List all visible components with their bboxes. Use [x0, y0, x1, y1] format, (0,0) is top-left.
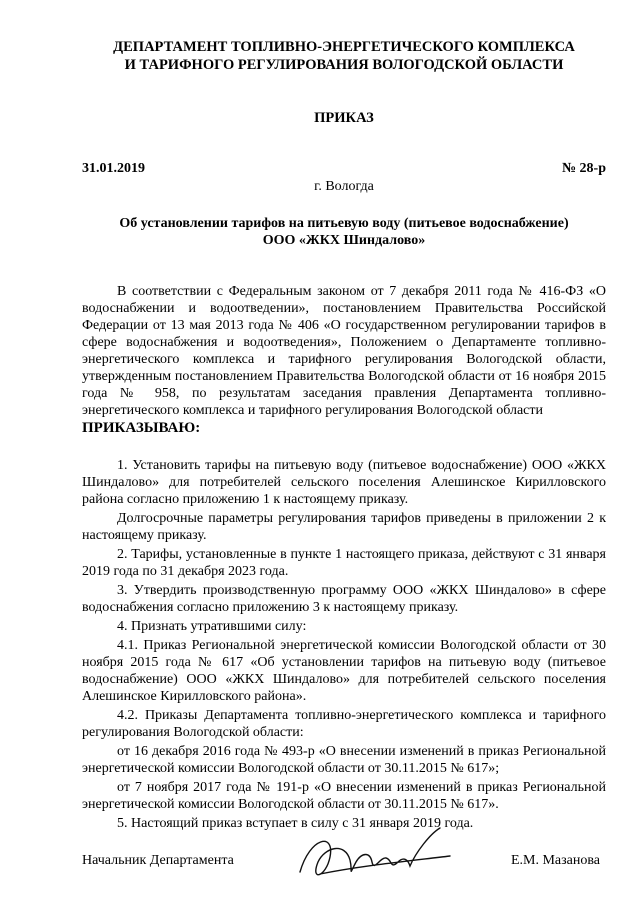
order-date: 31.01.2019 [82, 161, 145, 176]
order-items [82, 457, 606, 832]
decree-heading: ПРИКАЗЫВАЮ: [82, 420, 201, 436]
order-item: 4.1. Приказ Региональной энергетической комиссии Вологодской области от 30 ноября 2015 года № 617 «Об установлении тарифов на питьевую воду (питьевое водоснабжение) ООО «ЖКХ Шиндалово» для потребителей сельского поселения Алешинское Кирилловского района». [82, 638, 606, 704]
order-item: 2. Тарифы, установленные в пункте 1 настоящего приказа, действуют с 31 января 2019 года по 31 декабря 2023 года. [82, 547, 606, 579]
subject-line-2: ООО «ЖКХ Шиндалово» [262, 233, 426, 248]
order-subject [82, 215, 606, 249]
signature-row [82, 852, 600, 869]
order-item: 3. Утвердить производственную программу ООО «ЖКХ Шиндалово» в сфере водоснабжения согласно приложению 3 к настоящему приказу. [82, 583, 606, 615]
header-line-2: И ТАРИФНОГО РЕГУЛИРОВАНИЯ ВОЛОГОДСКОЙ ОБЛАСТИ [124, 57, 564, 73]
signatory-name: Е.М. Мазанова [510, 853, 600, 868]
order-item: 5. Настоящий приказ вступает в силу с 31 января 2019 года. [117, 816, 474, 831]
header-line-1: ДЕПАРТАМЕНТ ТОПЛИВНО-ЭНЕРГЕТИЧЕСКОГО КОМПЛЕКСА [113, 39, 575, 55]
order-item: от 7 ноября 2017 года № 191-р «О внесении изменений в приказ Региональной энергетической комиссии Вологодской области от 30.11.2015 № 617». [82, 780, 606, 812]
order-item: 4. Признать утратившими силу: [117, 619, 307, 634]
order-item: от 16 декабря 2016 года № 493-р «О внесении изменений в приказ Региональной энергетической комиссии Вологодской области от 30.11.2015 № 617»; [82, 744, 606, 776]
order-item: Долгосрочные параметры регулирования тарифов приведены в приложении 2 к настоящему приказу. [82, 511, 606, 543]
city: г. Вологда [314, 179, 374, 194]
preamble-paragraph: В соответствии с Федеральным законом от 7 декабря 2011 года № 416-ФЗ «О водоснабжении и водоотведении», постановлением Правительства Российской Федерации от 13 мая 2013 года № 406 «О государственном регулировании тарифов в сфере водоснабжения и водоотведения», Положением о Департаменте топливно-энергетического комплекса и тарифного регулирования Вологодской области, утвержденным постановлением Правительства Вологодской области от 16 ноября 2015 года № 958, по результатам заседания правления Департамента топливно-энергетического комплекса и тарифного регулирования Вологодской области [82, 284, 606, 418]
order-item: 4.2. Приказы Департамента топливно-энергетического комплекса и тарифного регулирования Вологодской области: [82, 708, 606, 740]
subject-line-1: Об установлении тарифов на питьевую воду (питьевое водоснабжение) [119, 216, 569, 231]
order-number: № 28-р [561, 161, 606, 176]
department-header [82, 38, 606, 74]
date-number-row [82, 160, 606, 177]
signatory-position: Начальник Департамента [82, 853, 234, 868]
order-title: ПРИКАЗ [314, 110, 374, 126]
order-item: 1. Установить тарифы на питьевую воду (питьевое водоснабжение) ООО «ЖКХ Шиндалово» для потребителей сельского поселения Алешинское Кирилловского района согласно приложению 1 к настоящему приказу. [82, 458, 606, 507]
